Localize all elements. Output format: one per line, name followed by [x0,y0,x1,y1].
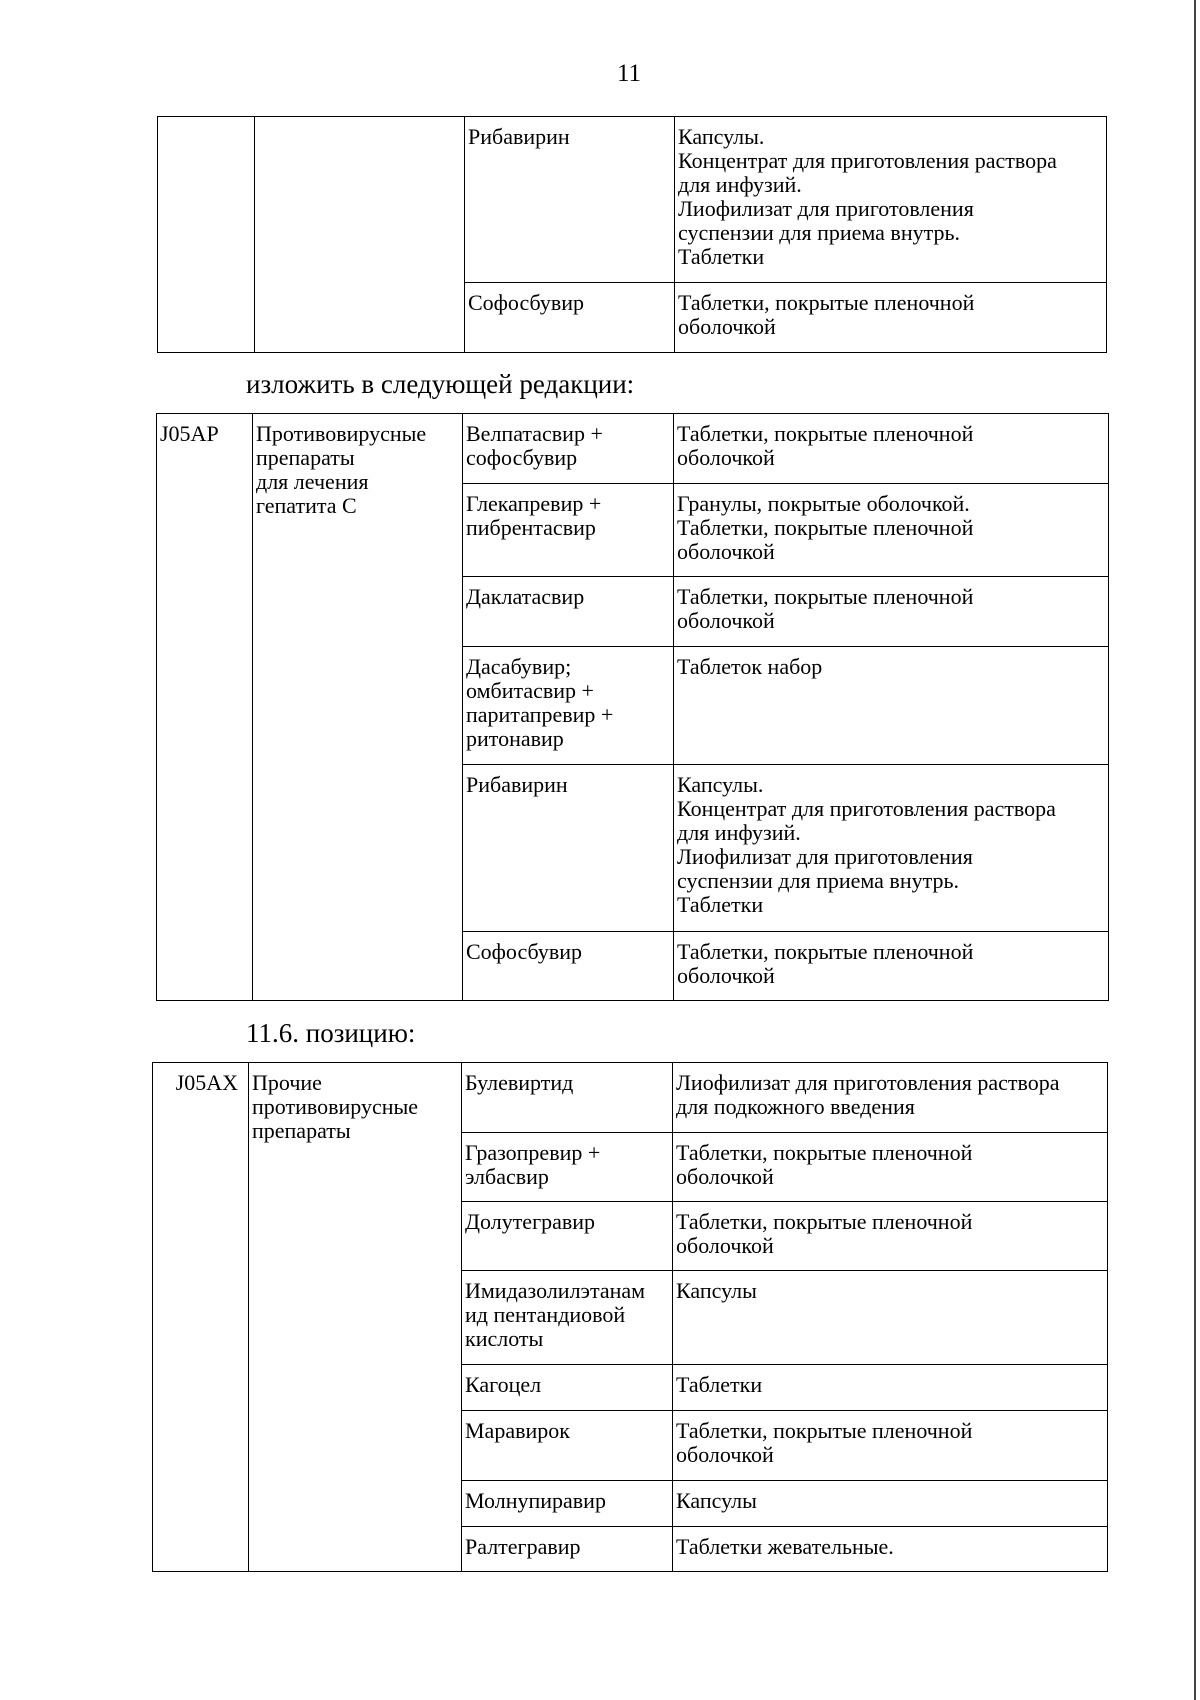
paragraph-edit-instruction: изложить в следующей редакции: [246,369,635,399]
drug-name: Гразопревир + элбасвир [462,1133,673,1202]
drug-name: Глекапревир + пибрентасвир [463,484,674,577]
drug-name: Кагоцел [462,1365,673,1411]
drug-name: Дасабувир; омбитасвир + паритапревир + ритонавир [463,647,674,765]
group-cell: Противовирусные препараты для лечения гепатита С [253,414,463,1001]
dosage-form: Таблетки [673,1365,1108,1411]
code-cell: J05AP [157,414,253,1001]
table-row [153,1063,1108,1133]
dosage-form: Таблетки, покрытые пленочной оболочкой [674,932,1109,1001]
code-cell: J05AX [153,1063,249,1572]
dosage-form: Таблетки, покрытые пленочной оболочкой [674,414,1109,484]
table-row [157,414,1109,484]
dosage-form: Таблетки жевательные. [673,1527,1108,1572]
drug-name: Молнупиравир [462,1481,673,1527]
drug-name: Маравирок [462,1411,673,1481]
table-top [157,116,1107,353]
drug-name: Велпатасвир + софосбувир [463,414,674,484]
dosage-form: Таблетки, покрытые пленочной оболочкой [675,283,1107,353]
drug-name: Булевиртид [462,1063,673,1133]
dosage-form: Капсулы [673,1271,1108,1365]
drug-name: Софосбувир [463,932,674,1001]
drug-name: Имидазолилэтанам ид пентандиовой кислоты [462,1271,673,1365]
dosage-form: Таблетки, покрытые пленочной оболочкой [673,1202,1108,1271]
drug-name: Ралтегравир [462,1527,673,1572]
group-cell [255,117,465,353]
dosage-form: Капсулы. Концентрат для приготовления раствора для инфузий. Лиофилизат для приготовления суспензии для приема внутрь. Таблетки [674,765,1109,932]
dosage-form: Таблетки, покрытые пленочной оболочкой [673,1411,1108,1481]
dosage-form: Лиофилизат для приготовления раствора для подкожного введения [673,1063,1108,1133]
table-row [158,117,1107,283]
dosage-form: Таблетки, покрытые пленочной оболочкой [673,1133,1108,1202]
page-number: 11 [616,60,642,87]
table-j05ap [156,413,1109,1001]
dosage-form: Таблетки, покрытые пленочной оболочкой [674,577,1109,647]
table-j05ax [152,1062,1108,1572]
drug-name: Долутегравир [462,1202,673,1271]
page-edge [1194,0,1196,1700]
drug-name: Даклатасвир [463,577,674,647]
drug-name: Рибавирин [463,765,674,932]
group-cell: Прочие противовирусные препараты [249,1063,462,1572]
dosage-form: Капсулы. Концентрат для приготовления раствора для инфузий. Лиофилизат для приготовления суспензии для приема внутрь. Таблетки [675,117,1107,283]
dosage-form: Капсулы [673,1481,1108,1527]
code-cell [158,117,255,353]
paragraph-item-11-6: 11.6. позицию: [246,1018,416,1048]
drug-name: Рибавирин [465,117,675,283]
dosage-form: Гранулы, покрытые оболочкой. Таблетки, покрытые пленочной оболочкой [674,484,1109,577]
drug-name: Софосбувир [465,283,675,353]
dosage-form: Таблеток набор [674,647,1109,765]
